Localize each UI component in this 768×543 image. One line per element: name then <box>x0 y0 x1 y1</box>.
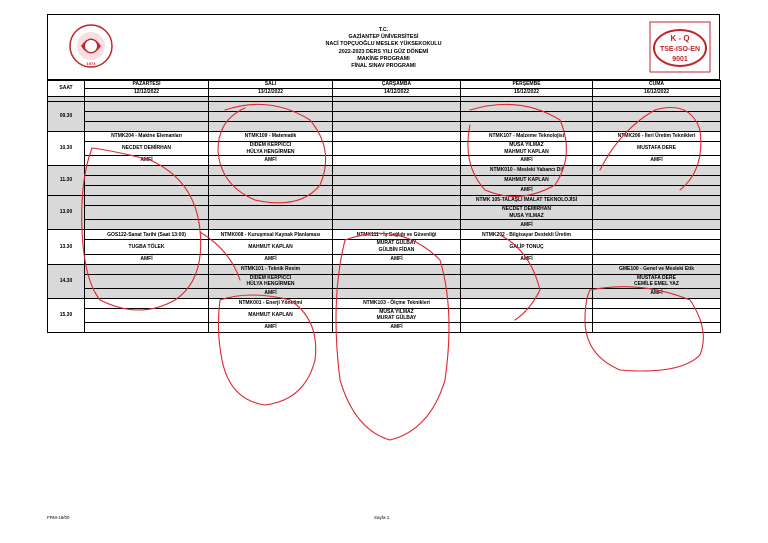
tse-line-3: 9001 <box>672 56 688 63</box>
exam-cell: MUSA YILMAZ MAHMUT KAPLAN <box>461 142 593 156</box>
exam-cell: NTMK008 - Kuruşmsal Kaynak Planlaması <box>209 230 333 240</box>
exam-cell <box>461 112 593 122</box>
exam-cell: NTMK111 - İş Sağlığı ve Güvenliği <box>333 230 461 240</box>
exam-cell: NTMK204 - Makine Elemanları <box>85 132 209 142</box>
header-line-term: 2022-2023 DERS YILI GÜZ DÖNEMİ <box>338 48 429 55</box>
exam-cell <box>593 112 721 122</box>
exam-cell: AMFİ <box>209 322 333 332</box>
exam-cell <box>593 240 721 254</box>
slot-row <box>48 264 721 274</box>
exam-cell <box>333 122 461 132</box>
slot-row <box>48 196 721 206</box>
slot-row <box>48 220 721 230</box>
exam-cell <box>333 176 461 186</box>
exam-cell <box>333 142 461 156</box>
exam-cell: NTMK 105-TALAŞLI İMALAT TEKNOLOJİSİ <box>461 196 593 206</box>
exam-cell: MUSTAFA DERE CEMİLE EMEL YAZ <box>593 274 721 288</box>
exam-cell: NTMK107 - Malzeme Teknolojisi <box>461 132 593 142</box>
slot-row <box>48 206 721 220</box>
time-cell: 15.30 <box>48 298 85 332</box>
exam-cell: TUGBA TÖLEK <box>85 240 209 254</box>
exam-cell: AMFİ <box>461 186 593 196</box>
exam-cell <box>593 254 721 264</box>
exam-cell <box>461 274 593 288</box>
slot-row <box>48 186 721 196</box>
tse-certificate-logo-icon <box>649 21 711 73</box>
exam-cell: AMFİ <box>461 156 593 166</box>
exam-cell <box>593 186 721 196</box>
exam-cell <box>461 288 593 298</box>
exam-cell <box>461 322 593 332</box>
exam-cell <box>209 112 333 122</box>
slot-row <box>48 142 721 156</box>
time-cell: 13.30 <box>48 230 85 264</box>
exam-cell <box>593 176 721 186</box>
exam-cell <box>461 264 593 274</box>
exam-cell: DİDEM KERPİCCİ HÜLYA HENGİRMEN <box>209 142 333 156</box>
slot-row <box>48 122 721 132</box>
exam-cell: MAHMUT KAPLAN <box>461 176 593 186</box>
exam-cell: MUSA YILMAZ MURAT GÜLBAY <box>333 308 461 322</box>
exam-cell: MAHMUT KAPLAN <box>209 308 333 322</box>
day-header-row <box>48 81 721 89</box>
tse-line-1: K - Q <box>670 34 690 43</box>
saat-header: SAAT <box>48 81 85 97</box>
exam-cell <box>85 322 209 332</box>
exam-cell <box>333 156 461 166</box>
exam-cell <box>593 322 721 332</box>
exam-cell <box>461 122 593 132</box>
exam-cell <box>593 196 721 206</box>
day-name: SALI <box>209 81 333 89</box>
slot-row <box>48 298 721 308</box>
day-name: ÇARŞAMBA <box>333 81 461 89</box>
time-cell: 11.30 <box>48 166 85 196</box>
exam-cell <box>593 298 721 308</box>
exam-cell <box>85 186 209 196</box>
exam-cell: AMFİ <box>209 288 333 298</box>
day-date: 13/12/2022 <box>209 89 333 97</box>
exam-cell <box>209 166 333 176</box>
exam-cell: AMFİ <box>461 254 593 264</box>
schedule-table <box>47 80 721 333</box>
exam-cell <box>333 102 461 112</box>
exam-cell: AMFİ <box>333 322 461 332</box>
exam-cell: AMFİ <box>593 288 721 298</box>
slot-row <box>48 132 721 142</box>
exam-cell <box>85 112 209 122</box>
slot-row <box>48 166 721 176</box>
exam-cell: AMFİ <box>461 220 593 230</box>
exam-cell <box>593 206 721 220</box>
day-date: 14/12/2022 <box>333 89 461 97</box>
exam-cell <box>333 206 461 220</box>
exam-cell: AMFİ <box>209 156 333 166</box>
exam-cell <box>85 220 209 230</box>
exam-cell <box>85 196 209 206</box>
slot-row <box>48 240 721 254</box>
time-cell: 10.30 <box>48 132 85 166</box>
exam-cell <box>85 288 209 298</box>
exam-cell <box>85 274 209 288</box>
exam-cell <box>333 220 461 230</box>
exam-cell <box>85 298 209 308</box>
date-header-row <box>48 89 721 97</box>
exam-cell: NTMK001 - Enerji Yönetimi <box>209 298 333 308</box>
day-name: CUMA <box>593 81 721 89</box>
form-code: FRM-18/00 <box>47 515 70 520</box>
slot-row <box>48 156 721 166</box>
exam-cell <box>85 308 209 322</box>
exam-cell <box>85 166 209 176</box>
header-cell <box>48 15 720 80</box>
exam-cell <box>85 102 209 112</box>
header-line-exam: FİNAL SINAV PROGRAMI <box>351 62 416 69</box>
exam-cell: NTMK202 - Bilgisayar Destekli Üretim <box>461 230 593 240</box>
exam-cell: NTMK109 - Matematik <box>209 132 333 142</box>
exam-cell <box>593 308 721 322</box>
exam-cell <box>333 274 461 288</box>
exam-cell <box>461 102 593 112</box>
logo-year: 1973 <box>86 61 96 66</box>
exam-cell <box>333 264 461 274</box>
exam-cell <box>593 122 721 132</box>
exam-cell: NTMK103 - Ölçme Teknikleri <box>333 298 461 308</box>
exam-cell: NECDET DEMİRHAN MUSA YILMAZ <box>461 206 593 220</box>
slot-row <box>48 112 721 122</box>
slot-row <box>48 274 721 288</box>
day-name: PERŞEMBE <box>461 81 593 89</box>
exam-cell <box>209 220 333 230</box>
day-date: 12/12/2022 <box>85 89 209 97</box>
exam-cell <box>593 220 721 230</box>
day-date: 15/12/2022 <box>461 89 593 97</box>
exam-cell <box>209 176 333 186</box>
exam-cell <box>333 166 461 176</box>
exam-cell <box>333 112 461 122</box>
exam-cell: GOS122-Sanat Tarihi (Saat 13:00) <box>85 230 209 240</box>
tse-line-2: TSE-ISO-EN <box>659 46 701 53</box>
exam-cell: NTMK010 - Mesleki Yabancı Dil <box>461 166 593 176</box>
university-logo-icon <box>68 23 114 69</box>
exam-cell: GALİP TONUÇ <box>461 240 593 254</box>
header-line-school: NACİ TOPÇUOĞLU MESLEK YÜKSEKOKULU <box>325 41 442 48</box>
exam-cell <box>209 186 333 196</box>
exam-cell <box>593 102 721 112</box>
exam-cell: MURAT GÜLBAY GÜLBİN FİDAN <box>333 240 461 254</box>
exam-cell <box>209 206 333 220</box>
exam-cell: NTMK206 - İleri Üretim Teknikleri <box>593 132 721 142</box>
day-date: 16/12/2022 <box>593 89 721 97</box>
exam-cell: AMFİ <box>209 254 333 264</box>
exam-cell <box>593 166 721 176</box>
exam-cell: NTMK101 - Teknik Resim <box>209 264 333 274</box>
exam-cell <box>333 196 461 206</box>
exam-schedule-sheet <box>47 14 720 333</box>
exam-cell <box>461 308 593 322</box>
exam-cell <box>85 206 209 220</box>
slot-row <box>48 308 721 322</box>
exam-cell: GME100 - Genel ve Mesleki Etik <box>593 264 721 274</box>
header-line-program: MAKİNE PROGRAMI <box>357 55 410 62</box>
slot-row <box>48 176 721 186</box>
slot-row <box>48 322 721 332</box>
time-cell: 14.30 <box>48 264 85 298</box>
exam-cell <box>593 230 721 240</box>
exam-cell: MAHMUT KAPLAN <box>209 240 333 254</box>
exam-cell: AMFİ <box>85 156 209 166</box>
day-name: PAZARTESİ <box>85 81 209 89</box>
exam-cell <box>333 288 461 298</box>
page-number: Sayfa 1 <box>374 515 390 520</box>
slot-row <box>48 102 721 112</box>
time-cell: 13.00 <box>48 196 85 230</box>
exam-cell <box>85 176 209 186</box>
exam-cell <box>209 196 333 206</box>
exam-cell: AMFİ <box>85 254 209 264</box>
exam-cell: DİDEM KERPİCCİ HÜLYA HENGİRMEN <box>209 274 333 288</box>
exam-cell: AMFİ <box>333 254 461 264</box>
header-line-tc: T.C. <box>378 26 389 33</box>
slot-row <box>48 230 721 240</box>
exam-cell <box>333 186 461 196</box>
exam-cell <box>209 122 333 132</box>
time-cell: 09.30 <box>48 102 85 132</box>
slot-row <box>48 288 721 298</box>
exam-cell: MUSTAFA DERE <box>593 142 721 156</box>
exam-cell <box>461 298 593 308</box>
exam-cell <box>85 264 209 274</box>
exam-cell <box>333 132 461 142</box>
exam-cell <box>209 102 333 112</box>
exam-cell: AMFİ <box>593 156 721 166</box>
header-title-block <box>48 24 719 70</box>
header-table <box>47 14 720 80</box>
slot-row <box>48 254 721 264</box>
header-line-university: GAZİANTEP ÜNİVERSİTESİ <box>348 34 419 41</box>
exam-cell: NECDET DEMİRHAN <box>85 142 209 156</box>
exam-cell <box>85 122 209 132</box>
